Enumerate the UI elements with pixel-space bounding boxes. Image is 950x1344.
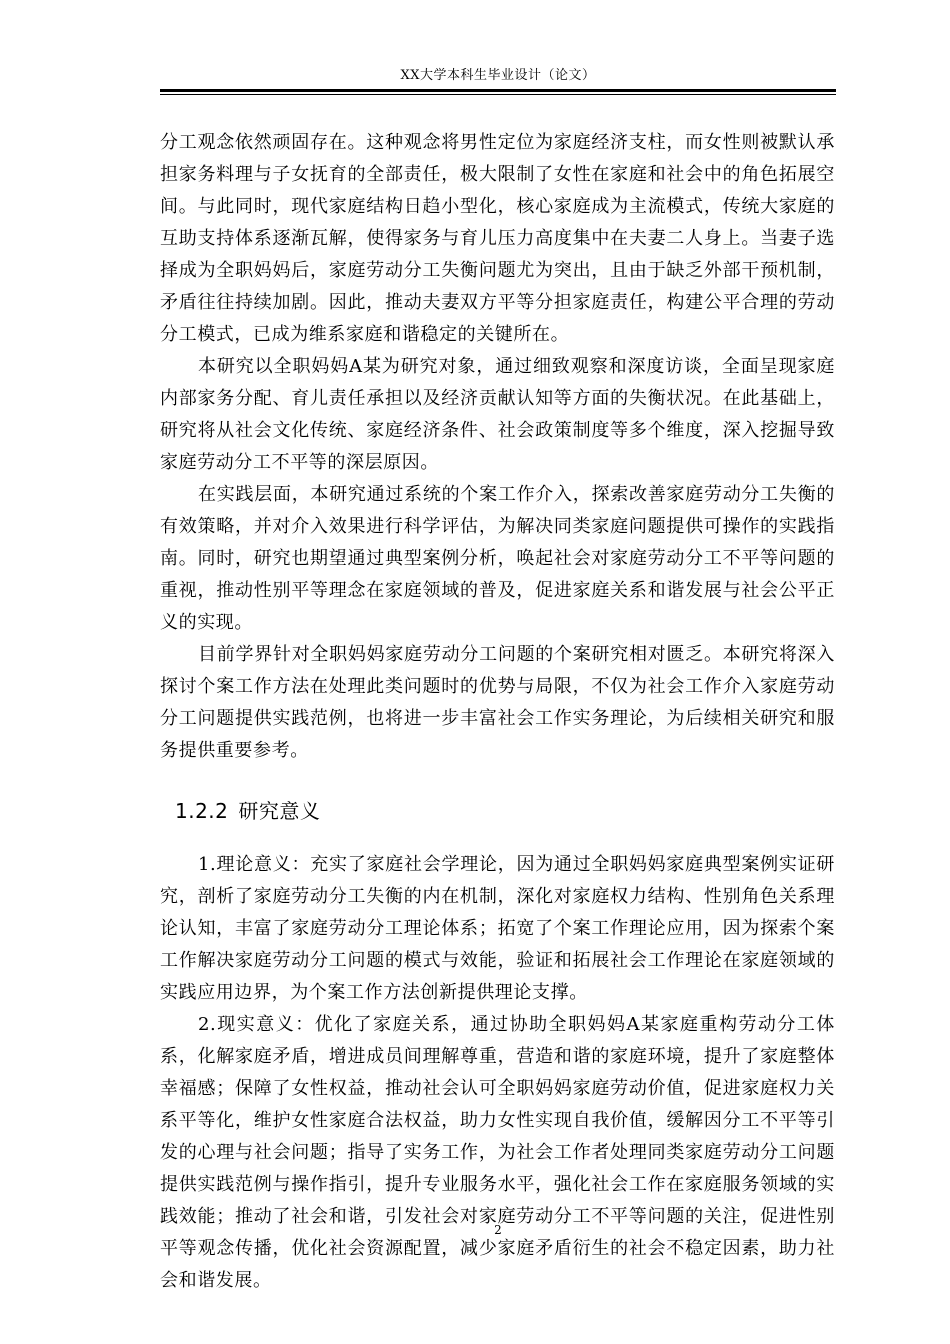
paragraph: 本研究以全职妈妈A某为研究对象，通过细致观察和深度访谈，全面呈现家庭内部家务分配、育儿责任承担以及经济贡献认知等方面的失衡状况。在此基础上，研究将从社会文化传统、家庭经济条件、社会政策制度等多个维度，深入挖掘导致家庭劳动分工不平等的深层原因。 [160, 356, 835, 473]
paragraph-continued: 分工观念依然顽固存在。这种观念将男性定位为家庭经济支柱，而女性则被默认承担家务料理与子女抚育的全部责任，极大限制了女性在家庭和社会中的角色拓展空间。与此同时，现代家庭结构日趋小型化，核心家庭成为主流模式，传统大家庭的互助支持体系逐渐瓦解，使得家务与育儿压力高度集中在夫妻二人身上。当妻子选择成为全职妈妈后，家庭劳动分工失衡问题尤为突出，且由于缺乏外部干预机制，矛盾往往持续加剧。因此，推动夫妻双方平等分担家庭责任，构建公平合理的劳动分工模式，已成为维系家庭和谐稳定的关键所在。 [160, 132, 835, 345]
body-text [160, 127, 835, 1297]
paragraph-theoretical-significance: 1.理论意义：充实了家庭社会学理论，因为通过全职妈妈家庭典型案例实证研究，剖析了家庭劳动分工失衡的内在机制，深化对家庭权力结构、性别角色关系理论认知，丰富了家庭劳动分工理论体系；拓宽了个案工作理论应用，因为探索个案工作解决家庭劳动分工问题的模式与效能，验证和拓展社会工作理论在家庭领域的实践应用边界，为个案工作方法创新提供理论支撑。 [160, 854, 835, 1003]
paragraph: 目前学界针对全职妈妈家庭劳动分工问题的个案研究相对匮乏。本研究将深入探讨个案工作方法在处理此类问题时的优势与局限，不仅为社会工作介入家庭劳动分工问题提供实践范例，也将进一步丰富社会工作实务理论，为后续相关研究和服务提供重要参考。 [160, 644, 835, 761]
section-heading [175, 793, 835, 829]
paragraph-practical-significance: 2.现实意义：优化了家庭关系，通过协助全职妈妈A某家庭重构劳动分工体系，化解家庭矛盾，增进成员间理解尊重，营造和谐的家庭环境，提升了家庭整体幸福感；保障了女性权益，推动社会认可全职妈妈家庭劳动价值，促进家庭权力关系平等化，维护女性家庭合法权益，助力女性实现自我价值，缓解因分工不平等引发的心理与社会问题；指导了实务工作，为社会工作者处理同类家庭劳动分工问题提供实践范例与操作指引，提升专业服务水平，强化社会工作在家庭服务领域的实践效能；推动了社会和谐，引发社会对家庭劳动分工不平等问题的关注，促进性别平等观念传播，优化社会资源配置，减少家庭矛盾衍生的社会不稳定因素，助力社会和谐发展。 [160, 1014, 835, 1291]
header-rule-thick [160, 89, 836, 92]
paragraph: 在实践层面，本研究通过系统的个案工作介入，探索改善家庭劳动分工失衡的有效策略，并对介入效果进行科学评估，为解决同类家庭问题提供可操作的实践指南。同时，研究也期望通过典型案例分析，唤起社会对家庭劳动分工不平等问题的重视，推动性别平等理念在家庭领域的普及，促进家庭关系和谐发展与社会公平正义的实现。 [160, 484, 835, 633]
section-number: 1.2.2 [175, 799, 229, 823]
running-header: XX大学本科生毕业设计（论文） [400, 68, 596, 83]
page-number: 2 [494, 1223, 502, 1237]
section-title: 研究意义 [238, 799, 321, 823]
header-rule-thin [160, 94, 836, 95]
